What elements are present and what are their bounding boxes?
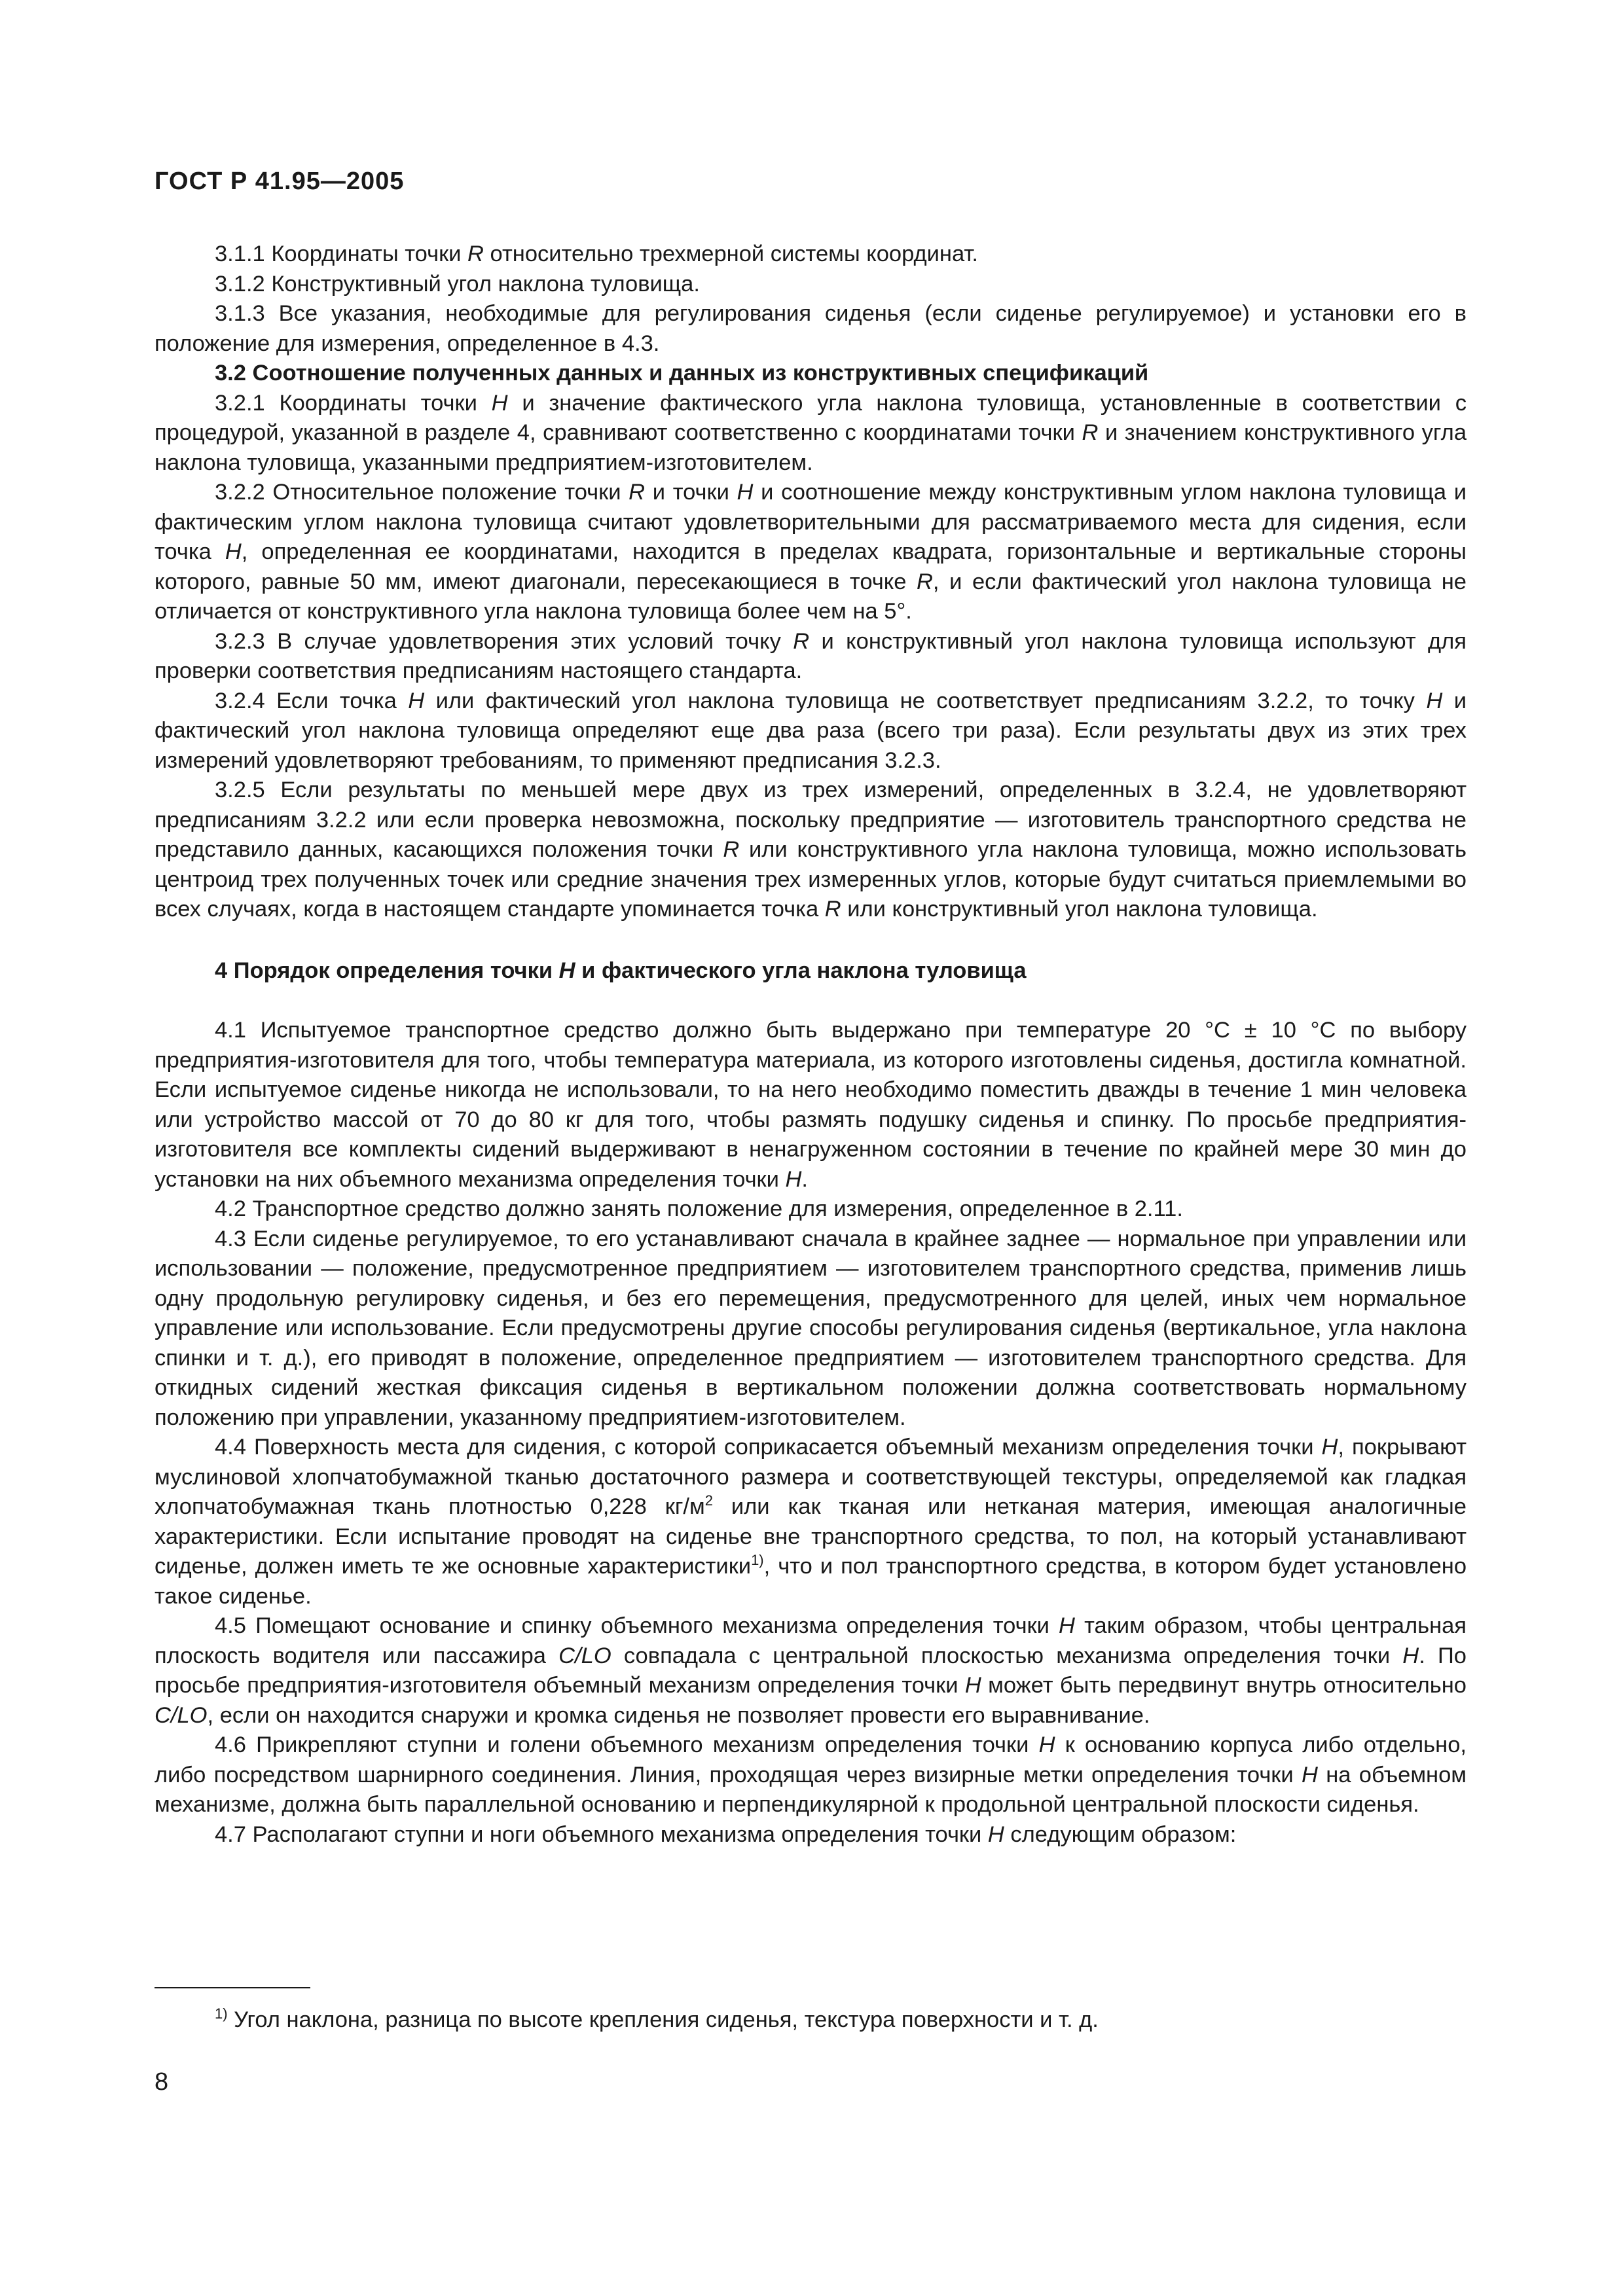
paragraph-3-1-3: 3.1.3 Все указания, необходимые для регулирования сиденья (если сиденье регулируемое) и установки его в положение для измерения, определенное в 4.3. [155,301,1467,356]
paragraph-3-2-5: 3.2.5 Если результаты по меньшей мере двух из трех измерений, определенных в 3.2.4, не удовлетворяют предписаниям 3.2.2 или если проверка невозможна, поскольку предприятие — изготовитель транспортного средства не представило данных, касающихся положения точки R или конструктивного угла наклона туловища, можно использовать центроид трех полученных точек или средние значения трех измеренных углов, которые будут считаться приемлемыми во всех случаях, когда в настоящем стандарте упоминается точка R или конструктивный угол наклона туловища. [155,778,1467,922]
section-heading: 4 Порядок определения точки H и фактического угла наклона туловища [215,958,1027,983]
paragraph-3-1-1: 3.1.1 Координаты точки R относительно трехмерной системы координат. [215,242,978,266]
paragraph-3-2-3: 3.2.3 В случае удовлетворения этих условий точку R и конструктивный угол наклона туловища используют для проверки соответствия предписаниям настоящего стандарта. [155,628,1467,683]
paragraph-3-2-2: 3.2.2 Относительное положение точки R и точки H и соотношение между конструктивным углом наклона туловища и фактическим углом наклона туловища считают удовлетворительными для рассматриваемого места для сидения, если точка H, определенная ее координатами, находится в пределах квадрата, горизонтальные и вертикальные стороны которого, равные 50 мм, имеют диагонали, пересекающиеся в точке R, и если фактический угол наклона туловища не отличается от конструктивного угла наклона туловища более чем на 5°. [155,480,1467,624]
paragraph-3-1-2: 3.1.2 Конструктивный угол наклона туловища. [215,271,700,296]
paragraph-4-1: 4.1 Испытуемое транспортное средство должно быть выдержано при температуре 20 °С ± 10 °С по выбору предприятия-изготовителя для того, чтобы температура материала, из которого изготовлены сиденья, достигла комнатной. Если испытуемое сиденье никогда не использовали, то на него необходимо поместить дважды в течение 1 мин человека или устройство массой от 70 до 80 кг для того, чтобы размять подушку сиденья и спинку. По просьбе предприятия-изготовителя все комплекты сидений выдерживают в ненагруженном состоянии в течение по крайней мере 30 мин до установки на них объемного механизма определения точки H. [155,1018,1467,1192]
footnote: $^{1)}$ Угол наклона, разница по высоте крепления сиденья, текстура поверхности и т. д. [215,2005,1099,2032]
paragraph-4-4: 4.4 Поверхность места для сидения, с которой соприкасается объемный механизм определения точки H, покрывают муслиновой хлопчатобумажной тканью достаточного размера и соответствующей текстуры, определяемой как гладкая хлопчатобумажная ткань плотностью 0,228 $кг/м^2$ или как тканая или нетканая материя, имеющая аналогичные характеристики. Если испытание проводят на сиденье вне транспортного средства, то пол, на который устанавливают сиденье, должен иметь те же основные характеристики$^{1)}$, что и пол транспортного средства, в котором будет установлено такое сиденье. [155,1435,1467,1609]
paragraph-3-2-4: 3.2.4 Если точка H или фактический угол наклона туловища не соответствует предписаниям 3.2.2, то точку H и фактический угол наклона туловища определяют еще два раза (всего три раза). Если результаты двух из этих трех измерений удовлетворяют требованиям, то применяют предписания 3.2.3. [155,688,1467,773]
paragraph-4-2: 4.2 Транспортное средство должно занять положение для измерения, определенное в 2.11. [215,1196,1183,1221]
footnote-separator [155,1987,310,1988]
paragraph-4-3: 4.3 Если сиденье регулируемое, то его устанавливают сначала в крайнее заднее — нормальное при управлении или использовании — положение, предусмотренное предприятием — изготовителем транспортного средства, применив лишь одну продольную регулировку сиденья, и без его перемещения, предусмотренного для целей, иных чем нормальное управление или использование. Если предусмотрены другие способы регулирования сиденья (вертикальное, угла наклона спинки и т. д.), его приводят в положение, определенное предприятием — изготовителем транспортного средства. Для откидных сидений жесткая фиксация сиденья в вертикальном положении должна соответствовать нормальному положению при управлении, указанному предприятием-изготовителем. [155,1226,1467,1430]
paragraph-4-6: 4.6 Прикрепляют ступни и голени объемного механизм определения точки H к основанию корпуса либо отдельно, либо посредством шарнирного соединения. Линия, проходящая через визирные метки определения точки H на объемном механизме, должна быть параллельной основанию и перпендикулярной к продольной центральной плоскости сиденья. [155,1732,1467,1817]
standard-header: ГОСТ Р 41.95—2005 [155,168,405,195]
paragraph-3-2-1: 3.2.1 Координаты точки H и значение фактического угла наклона туловища, установленные в соответствии с процедурой, указанной в разделе 4, сравнивают соответственно с координатами точки R и значением конструктивного угла наклона туловища, указанными предприятием-изготовителем. [155,390,1467,475]
paragraph-4-7: 4.7 Располагают ступни и ноги объемного механизма определения точки H следующим образом: [215,1821,1237,1847]
page-number: 8 [155,2068,169,2096]
document-body [155,240,1467,1850]
paragraph-4-5: 4.5 Помещают основание и спинку объемного механизма определения точки H таким образом, чтобы центральная плоскость водителя или пассажира C/LO совпадала с центральной плоскостью механизма определения точки H. По просьбе предприятия-изготовителя объемный механизм определения точки H может быть передвинут внутрь относительно C/LO, если он находится снаружи и кромка сиденья не позволяет провести его выравнивание. [155,1613,1467,1728]
subsection-heading: 3.2 Соотношение полученных данных и данных из конструктивных спецификаций [215,361,1149,386]
